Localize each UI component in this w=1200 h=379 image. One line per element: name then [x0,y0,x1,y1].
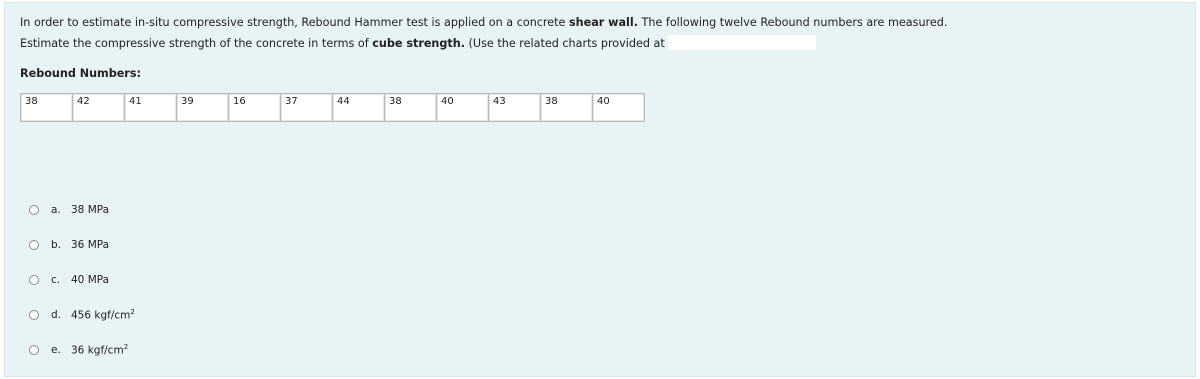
option-letter: e. [51,343,61,356]
option-a[interactable] [29,201,135,218]
rebound-cell: 41 [125,94,177,122]
radio-button-b[interactable] [29,240,39,250]
option-value: 36 MPa [71,238,110,251]
option-c[interactable] [29,271,135,288]
question-line1-start: In order to estimate in-situ compressive strength, Rebound Hammer test is applied on a concrete [20,16,569,29]
question-line2-start: Estimate the compressive strength of the concrete in terms of [20,37,373,50]
radio-button-c[interactable] [29,275,39,285]
answer-options [29,201,135,376]
rebound-cell: 42 [73,94,125,122]
question-line2-bold: cube strength. [372,37,465,50]
rebound-cell: 16 [229,94,281,122]
option-value: 38 MPa [71,203,110,216]
option-letter: b. [51,238,62,251]
rebound-cell: 38 [385,94,437,122]
rebound-numbers-row [21,94,645,122]
option-letter: d. [51,308,62,321]
radio-button-a[interactable] [29,205,39,215]
option-value [71,343,128,357]
rebound-cell: 43 [489,94,541,122]
option-value: 40 MPa [71,273,110,286]
question-line2-end: (Use the related charts provided at [464,37,665,50]
question-line1-end: The following twelve Rebound numbers are measured. [637,16,948,29]
rebound-cell: 39 [177,94,229,122]
rebound-cell: 40 [593,94,645,122]
option-value [71,308,135,322]
superscript: 2 [123,342,129,351]
option-d[interactable] [29,306,135,323]
option-letter: c. [51,273,61,286]
radio-button-e[interactable] [29,345,39,355]
option-value-text: 36 kgf/cm [71,344,124,357]
question-text [20,12,1190,54]
question-panel [4,2,1196,377]
option-b[interactable] [29,236,135,253]
redacted-area [668,35,816,50]
rebound-cell: 44 [333,94,385,122]
rebound-cell: 38 [541,94,593,122]
rebound-cell: 40 [437,94,489,122]
rebound-numbers-table [20,93,645,122]
option-e[interactable] [29,341,135,358]
option-letter: a. [51,203,61,216]
question-line1-bold: shear wall. [569,16,638,29]
rebound-cell: 38 [21,94,73,122]
radio-button-d[interactable] [29,310,39,320]
rebound-numbers-title: Rebound Numbers: [20,67,141,80]
superscript: 2 [130,307,135,316]
option-value-text: 456 kgf/cm [71,309,131,322]
rebound-cell: 37 [281,94,333,122]
